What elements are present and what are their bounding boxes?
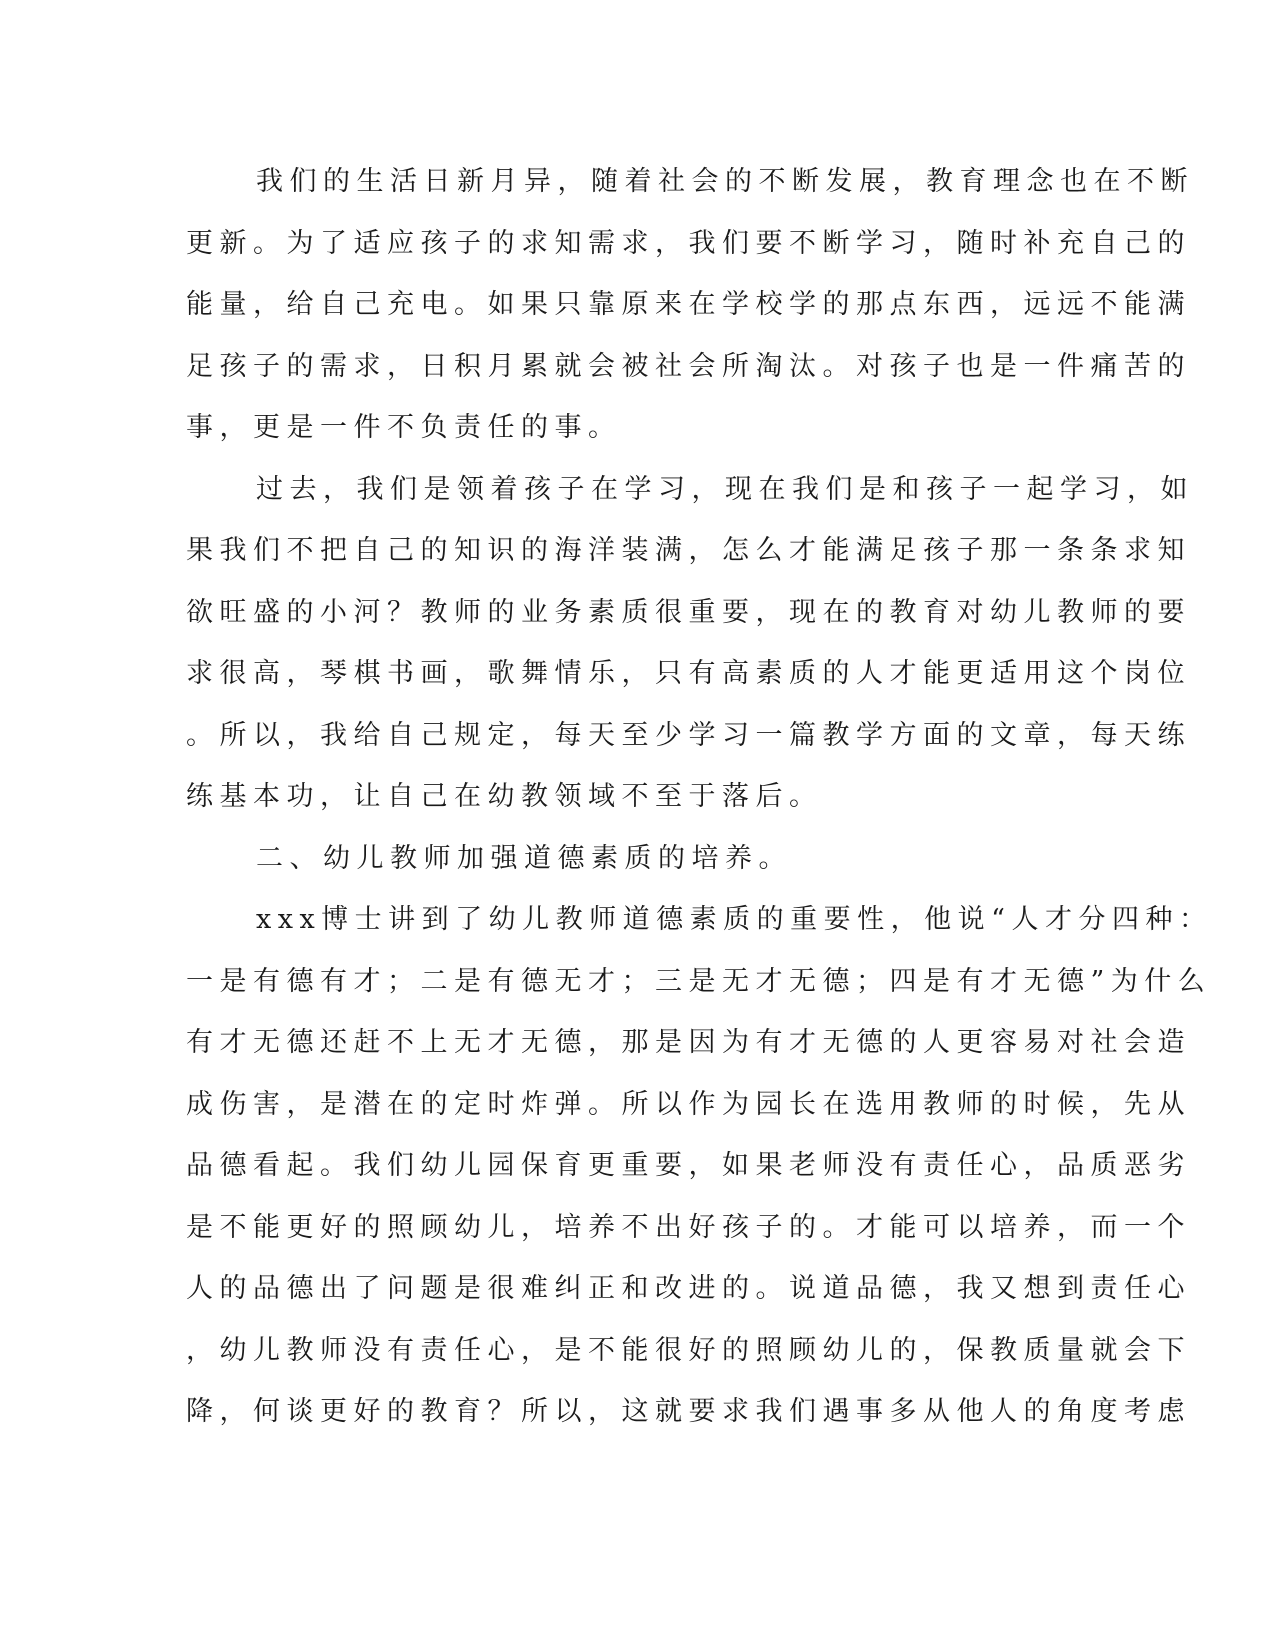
section-heading-text: 二、幼儿教师加强道德素质的培养。 xyxy=(256,842,792,874)
text-line: 有才无德还赶不上无才无德，那是因为有才无德的人更容易对社会造 xyxy=(186,1027,1191,1058)
text-line: 成伤害，是潜在的定时炸弹。所以作为园长在选用教师的时候，先从 xyxy=(186,1088,1191,1120)
text-line: 果我们不把自己的知识的海洋装满，怎么才能满足孩子那一条条求知 xyxy=(186,535,1191,566)
text-line: 过去，我们是领着孩子在学习，现在我们是和孩子一起学习，如 xyxy=(256,473,1194,505)
paragraph-3 xyxy=(186,889,1213,1443)
paragraph-1 xyxy=(186,151,1194,459)
paragraph-2 xyxy=(186,459,1194,828)
text-line: 一是有德有才；二是有德无才；三是无才无德；四是有才无德”为什么 xyxy=(186,965,1212,997)
section-heading xyxy=(186,828,1071,890)
text-line: 降，何谈更好的教育？所以，这就要求我们遇事多从他人的角度考虑 xyxy=(186,1396,1191,1427)
text-line: 。所以，我给自己规定，每天至少学习一篇教学方面的文章，每天练 xyxy=(186,719,1191,751)
text-line: ，幼儿教师没有责任心，是不能很好的照顾幼儿的，保教质量就会下 xyxy=(186,1334,1191,1366)
text-line: 品德看起。我们幼儿园保育更重要，如果老师没有责任心，品质恶劣 xyxy=(186,1150,1191,1181)
text-line: 更新。为了适应孩子的求知需求，我们要不断学习，随时补充自己的 xyxy=(186,227,1191,259)
text-line: 能量，给自己充电。如果只靠原来在学校学的那点东西，远远不能满 xyxy=(186,289,1191,320)
text-line: 我们的生活日新月异，随着社会的不断发展，教育理念也在不断 xyxy=(256,166,1194,197)
text-line: 求很高，琴棋书画，歌舞情乐，只有高素质的人才能更适用这个岗位 xyxy=(186,658,1191,689)
text-line: 是不能更好的照顾幼儿，培养不出好孩子的。才能可以培养，而一个 xyxy=(186,1211,1191,1243)
text-line: 练基本功，让自己在幼教领域不至于落后。 xyxy=(186,781,823,812)
text-line: 欲旺盛的小河？教师的业务素质很重要，现在的教育对幼儿教师的要 xyxy=(186,596,1191,628)
text-line: 足孩子的需求，日积月累就会被社会所淘汰。对孩子也是一件痛苦的 xyxy=(186,350,1191,382)
text-line: 人的品德出了问题是很难纠正和改进的。说道品德，我又想到责任心 xyxy=(186,1273,1191,1304)
document-body xyxy=(186,151,1213,1443)
text-line: 事，更是一件不负责任的事。 xyxy=(186,412,622,443)
text-line: xxx博士讲到了幼儿教师道德素质的重要性，他说“人才分四种： xyxy=(256,904,1213,935)
